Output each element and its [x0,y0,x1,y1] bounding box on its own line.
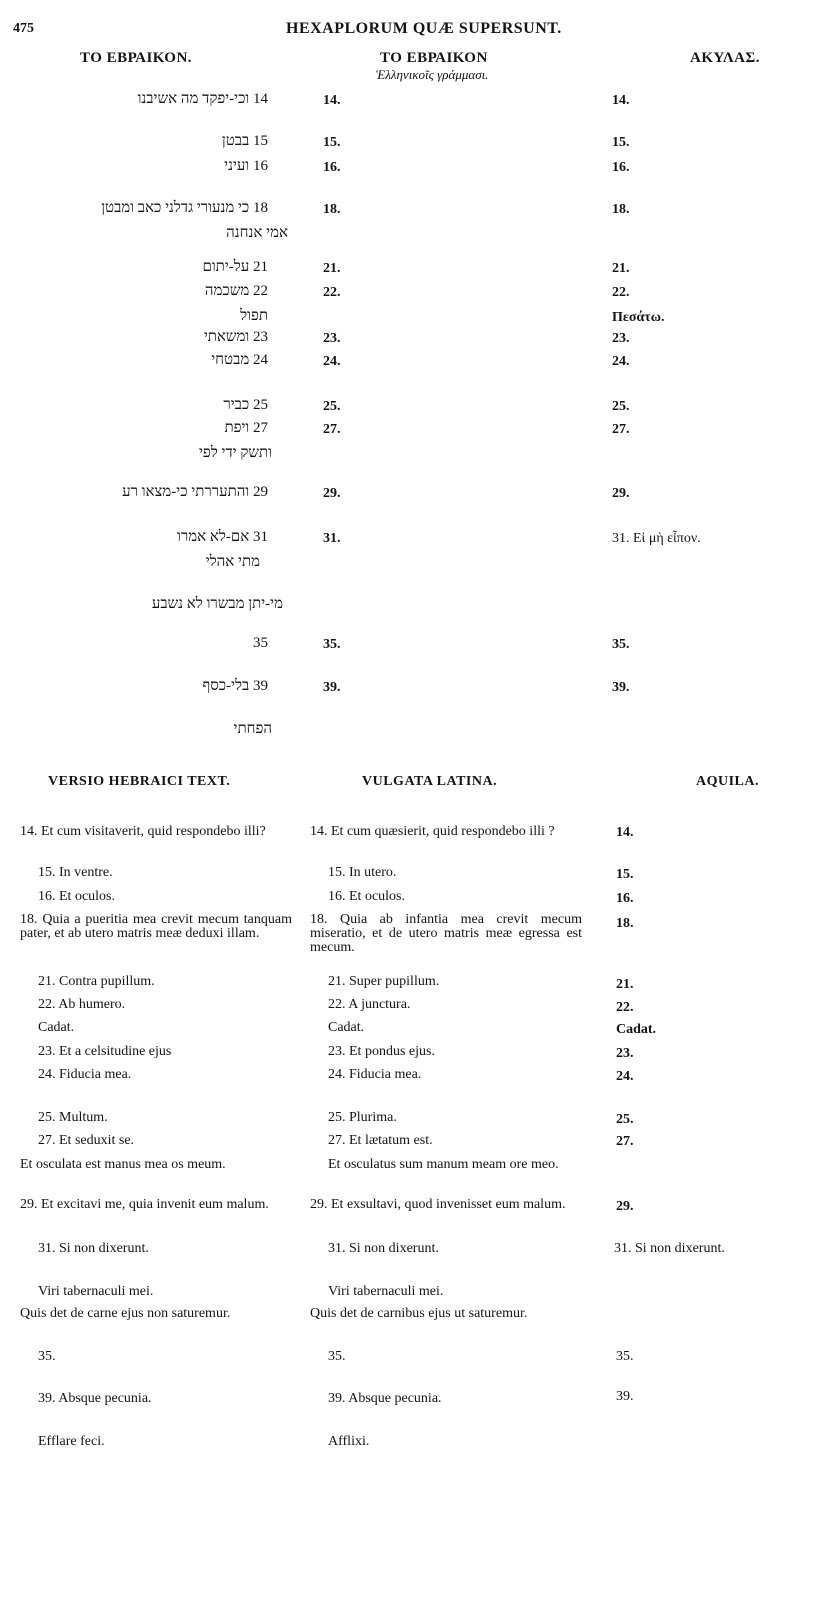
column-title-transliteration: ΤΟ ΕΒΡΑΙΚΟΝ [380,50,488,66]
hebrew-line: 24 מבטחי [211,352,268,368]
hebrew-line: ותשק ידי לפי [198,445,272,461]
aquila-entry: 25. [616,1112,634,1127]
hebrew-line: 16 ועיני [224,158,268,174]
vulgata-entry: 31. Si non dixerunt. [328,1241,439,1256]
aquila-line: 14. [612,93,630,108]
aquila-line: 18. [612,202,630,217]
versio-entry: Efflare feci. [38,1434,105,1449]
hebrew-line: מי-יתן מבשרו לא נשבע [151,596,283,612]
versio-entry: Et osculata est manus mea os meum. [20,1157,226,1172]
versio-entry: 18. Quia a pueritia mea crevit mecum tanquam pater, et ab utero matris meæ deduxi illam. [20,912,292,941]
versio-entry: 23. Et a celsitudine ejus [38,1044,172,1059]
vulgata-entry: 29. Et exsultavi, quod invenisset eum malum. [310,1197,566,1212]
versio-entry: 39. Absque pecunia. [38,1391,152,1406]
aquila-entry: 15. [616,867,634,882]
hebrew-line: 23 ומשאתי [203,329,268,345]
transliteration-line: 15. [323,135,341,150]
hebrew-line: 29 והתעררתי כי-מצאו רע [122,484,268,500]
aquila-entry: 22. [616,1000,634,1015]
versio-entry: 22. Ab humero. [38,997,126,1012]
aquila-entry: 18. [616,916,634,931]
transliteration-line: 23. [323,331,341,346]
versio-entry: 16. Et oculos. [38,889,115,904]
transliteration-line: 39. [323,680,341,695]
page-number: 475 [13,21,34,36]
hebrew-line: אמי אנחנה [226,225,288,241]
versio-entry: 31. Si non dixerunt. [38,1241,149,1256]
hebrew-line: 25 כביר [223,397,268,413]
running-title: HEXAPLORUM QUÆ SUPERSUNT. [286,20,562,37]
versio-entry: 14. Et cum visitaverit, quid respondebo illi? [20,824,266,839]
aquila-entry: Cadat. [616,1022,657,1037]
versio-entry: Viri tabernaculi mei. [38,1284,154,1299]
latin-column-title-vulgata: VULGATA LATINA. [362,774,498,789]
versio-entry: Quis det de carne ejus non saturemur. [20,1306,231,1321]
aquila-line: 29. [612,486,630,501]
vulgata-entry: 25. Plurima. [328,1110,397,1125]
transliteration-line: 21. [323,261,341,276]
aquila-entry: 39. [616,1389,634,1404]
aquila-entry: 16. [616,891,634,906]
transliteration-line: 25. [323,399,341,414]
hebrew-line: 18 כי מנעורי גדלני כאב ומבטן [101,200,268,216]
aquila-line: 27. [612,422,630,437]
aquila-entry: 14. [616,825,634,840]
aquila-entry: 21. [616,977,634,992]
latin-column-title-versio: VERSIO HEBRAICI TEXT. [48,774,231,789]
aquila-line: 24. [612,354,630,369]
latin-column-title-aquila: AQUILA. [696,774,760,789]
hebrew-line: 27 ויפת [224,420,268,436]
versio-entry: 21. Contra pupillum. [38,974,155,989]
versio-entry: Cadat. [38,1020,75,1035]
aquila-entry: 24. [616,1069,634,1084]
vulgata-entry: 21. Super pupillum. [328,974,440,989]
vulgata-entry: 18. Quia ab infantia mea crevit mecum miseratio, et de utero matris meæ egressa est mecum. [310,912,582,955]
transliteration-line: 16. [323,160,341,175]
hebrew-line: 35 [253,635,268,651]
aquila-entry: 23. [616,1046,634,1061]
vulgata-entry: 14. Et cum quæsierit, quid respondebo illi ? [310,824,555,839]
aquila-line: 23. [612,331,630,346]
aquila-entry: 31. Si non dixerunt. [614,1241,725,1256]
transliteration-line: 22. [323,285,341,300]
aquila-line: 39. [612,680,630,695]
versio-entry: 15. In ventre. [38,865,113,880]
hebrew-line: 21 על-יתום [202,259,268,275]
versio-entry: 29. Et excitavi me, quia invenit eum malum. [20,1197,269,1212]
aquila-line: 35. [612,637,630,652]
transliteration-line: 31. [323,531,341,546]
hebrew-line: 15 בבטן [221,133,268,149]
transliteration-line: 27. [323,422,341,437]
versio-entry: 27. Et seduxit se. [38,1133,135,1148]
column-subtitle-transliteration: Ἑλληνικοῖς γράμμασι. [376,67,489,82]
column-title-hebrew: ΤΟ ΕΒΡΑΙΚΟΝ. [80,50,193,66]
vulgata-entry: 23. Et pondus ejus. [328,1044,435,1059]
vulgata-entry: 15. In utero. [328,865,397,880]
aquila-line: 31. Εἰ μὴ εἶπον. [612,531,701,546]
hebrew-line: תפול [240,308,268,324]
vulgata-entry: Afflixi. [328,1434,370,1449]
vulgata-entry: 16. Et oculos. [328,889,405,904]
vulgata-entry: 35. [328,1349,346,1364]
aquila-entry: 29. [616,1199,634,1214]
vulgata-entry: Quis det de carnibus ejus ut saturemur. [310,1306,528,1321]
aquila-line: 25. [612,399,630,414]
versio-entry: 24. Fiducia mea. [38,1067,132,1082]
versio-entry: 35. [38,1349,56,1364]
aquila-line: 16. [612,160,630,175]
aquila-line: 22. [612,285,630,300]
aquila-line: Πεσάτω. [612,310,665,325]
transliteration-line: 29. [323,486,341,501]
hebrew-line: 14 וכי-יפקד מה אשיבנו [137,91,268,107]
vulgata-entry: Viri tabernaculi mei. [328,1284,444,1299]
vulgata-entry: 24. Fiducia mea. [328,1067,422,1082]
hebrew-line: הפחתי [233,721,272,737]
vulgata-entry: 22. A junctura. [328,997,411,1012]
aquila-entry: 35. [616,1349,634,1364]
aquila-line: 15. [612,135,630,150]
transliteration-line: 18. [323,202,341,217]
versio-entry: 25. Multum. [38,1110,108,1125]
vulgata-entry: 39. Absque pecunia. [328,1391,442,1406]
transliteration-line: 14. [323,93,341,108]
hebrew-line: מתי אהלי [205,554,260,570]
transliteration-line: 24. [323,354,341,369]
vulgata-entry: 27. Et lætatum est. [328,1133,433,1148]
vulgata-entry: Et osculatus sum manum meam ore meo. [328,1157,559,1172]
column-title-aquila: ΑΚΥΛΑΣ. [690,50,760,66]
vulgata-entry: Cadat. [328,1020,365,1035]
transliteration-line: 35. [323,637,341,652]
hebrew-line: 39 בלי-כסף [202,678,268,694]
hebrew-line: 22 משכמה [204,283,268,299]
aquila-line: 21. [612,261,630,276]
aquila-entry: 27. [616,1134,634,1149]
hebrew-line: 31 אם-לא אמרו [177,529,268,545]
